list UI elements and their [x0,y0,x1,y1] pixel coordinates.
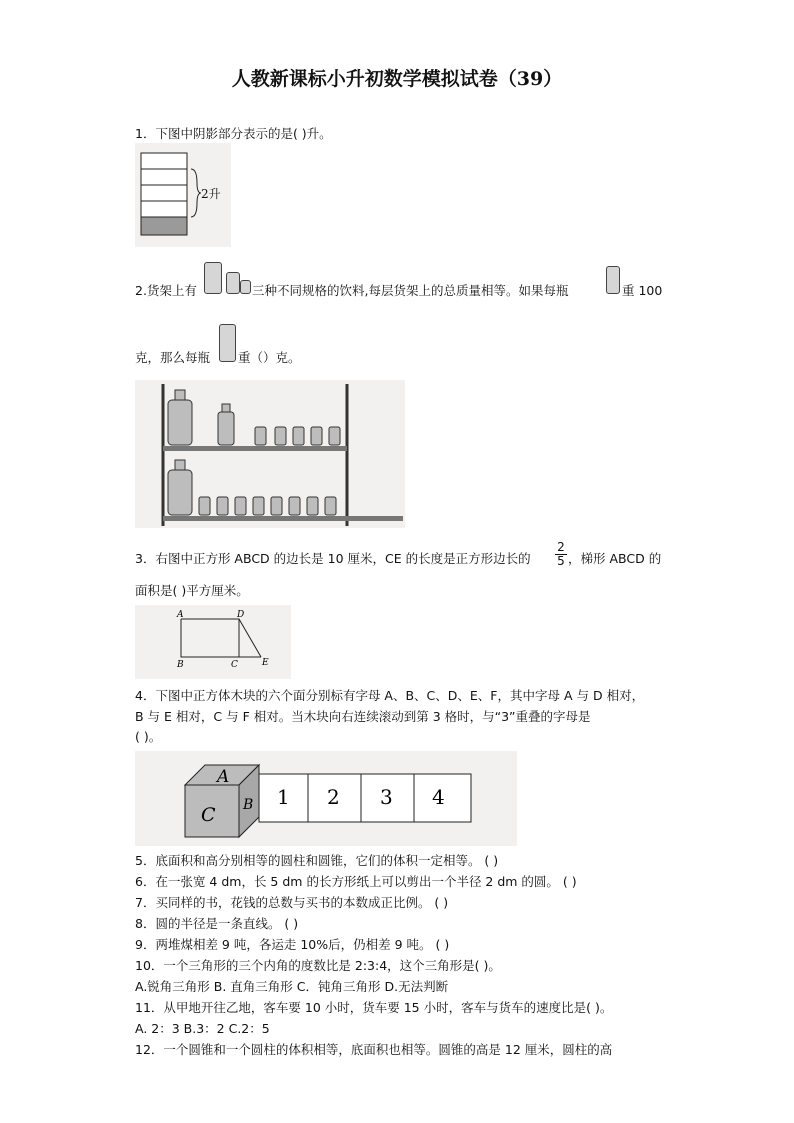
q4-cube-figure [135,751,517,846]
q2-text-b: 三种不同规格的饮料,每层货架上的总质量相等。如果每瓶 [252,283,569,298]
question-12: 12．一个圆锥和一个圆柱的体积相等，底面积也相等。圆锥的高是 12 厘米，圆柱的高 [135,1042,613,1057]
page-title: 人教新课标小升初数学模拟试卷（39） [231,68,563,90]
question-9: 9．两堆煤相差 9 吨，各运走 10%后，仍相差 9 吨。 ( ) [135,937,450,952]
question-7: 7．买同样的书，花钱的总数与买书的本数成正比例。 ( ) [135,895,449,910]
label-e: E [262,658,269,668]
shelf-diagram [135,380,405,528]
grid-cell-4: 4 [432,785,445,809]
question-6: 6．在一张宽 4 dm，长 5 dm 的长方形纸上可以剪出一个半径 2 dm 的圆。 ( ) [135,874,577,889]
q3-trapezoid-figure [135,605,291,679]
question-2-line-1 [135,283,197,299]
q2-text-c: 重 100 [622,283,663,298]
trapezoid-diagram [135,605,291,679]
three-bottles-icon [204,256,250,294]
q2-shelf-figure [135,380,405,528]
cube-side-face: B [243,797,254,813]
q1-figure [135,143,231,247]
question-8: 8．圆的半径是一条直线。 ( ) [135,916,299,931]
q3-fraction-numerator: 2 [557,540,565,554]
grid-cell-3: 3 [380,785,393,809]
question-11-options: A. 2：3 B.3：2 C.2：5 [135,1021,270,1036]
grid-cell-1: 1 [277,785,290,809]
q3-text-b: ，梯形 ABCD 的 [568,551,662,566]
q3-fraction [555,541,567,568]
q2-text-e: 重（）克。 [238,350,301,365]
label-d: D [237,610,245,620]
label-a: A [177,610,184,620]
question-11: 11．从甲地开往乙地，客车要 10 小时，货车要 15 小时，客车与货车的速度比是( )。 [135,1000,613,1015]
q2-text-a: 2.货架上有 [135,283,197,298]
large-bottle-icon [219,318,237,362]
q3-text-c: 面积是( )平方厘米。 [135,583,249,598]
q4-line-2: B 与 E 相对，C 与 F 相对。当木块向右连续滚动到第 3 格时，与“3”重叠的字母是 [135,709,591,724]
label-c: C [231,660,238,670]
label-b: B [177,660,184,670]
question-1: 1．下图中阴影部分表示的是( )升。 [135,126,332,141]
grid-cell-2: 2 [327,785,340,809]
question-10: 10．一个三角形的三个内角的度数比是 2:3:4，这个三角形是( )。 [135,958,501,973]
q3-fraction-denominator: 5 [555,554,567,568]
q2-text-d: 克，那么每瓶 [135,350,211,365]
question-5: 5．底面积和高分别相等的圆柱和圆锥，它们的体积一定相等。 ( ) [135,853,499,868]
q3-text-a: 3．右图中正方形 ABCD 的边长是 10 厘米，CE 的长度是正方形边长的 [135,551,531,566]
q4-line-1: 4．下图中正方体木块的六个面分别标有字母 A、B、C、D、E、F，其中字母 A 与 D 相对， [135,688,645,703]
q4-line-3: ( )。 [135,729,162,744]
medium-bottle-icon [606,262,620,294]
cube-top-face: A [217,767,230,787]
q1-fig-label: 2升 [201,187,221,201]
cube-front-face: C [201,804,216,826]
cube-rolling-diagram [135,751,517,846]
question-10-options: A.锐角三角形 B. 直角三角形 C．钝角三角形 D.无法判断 [135,979,449,994]
